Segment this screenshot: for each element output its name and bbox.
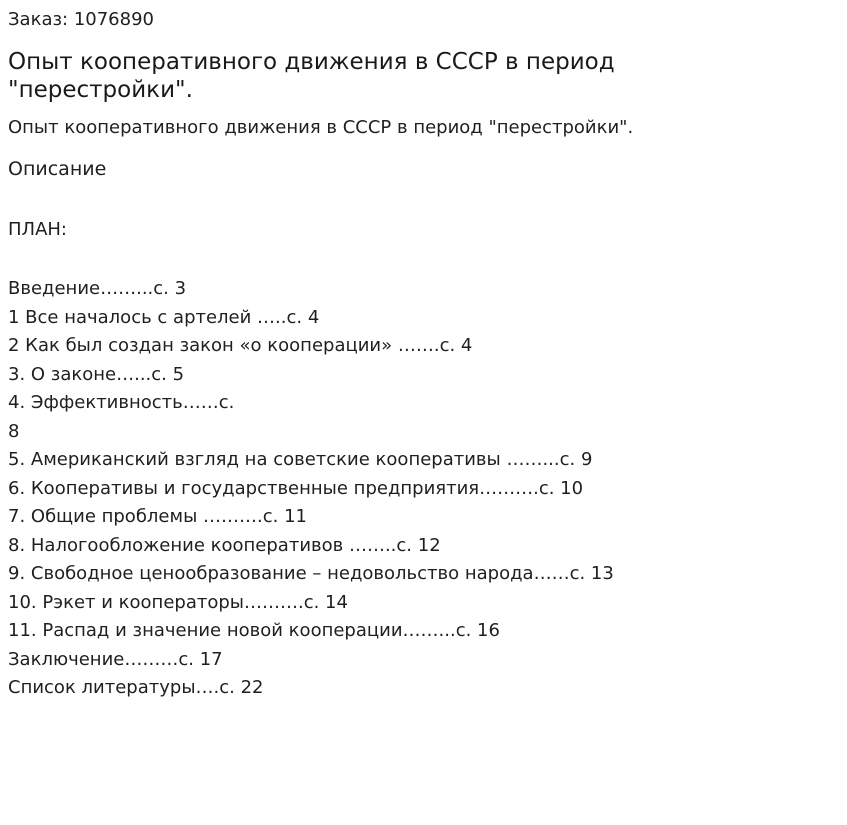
toc-item: Введение……...с. 3 bbox=[8, 278, 187, 299]
plan-label: ПЛАН: bbox=[8, 219, 67, 240]
toc-item: Заключение………с. 17 bbox=[8, 648, 223, 670]
toc-item: 1 Все началось с артелей …..с. 4 bbox=[8, 306, 320, 328]
document-page bbox=[8, 8, 838, 703]
toc-item: 5. Американский взгляд на советские кооперативы ……...с. 9 bbox=[8, 449, 593, 470]
page-title bbox=[8, 48, 838, 104]
page-title-line-2: "перестройки". bbox=[8, 77, 193, 103]
toc-item: 7. Общие проблемы ……….с. 11 bbox=[8, 506, 307, 527]
toc-item: Список литературы….с. 22 bbox=[8, 677, 264, 698]
toc-item: 6. Кооперативы и государственные предприятия……….с. 10 bbox=[8, 477, 584, 499]
toc-item: 8 bbox=[8, 420, 20, 442]
order-number: Заказ: 1076890 bbox=[8, 9, 154, 30]
toc-item: 9. Свободное ценообразование – недовольство народа……с. 13 bbox=[8, 563, 614, 584]
subtitle: Опыт кооперативного движения в СССР в период "перестройки". bbox=[8, 117, 634, 138]
toc-item: 10. Рэкет и кооператоры……….с. 14 bbox=[8, 591, 348, 613]
toc-item: 4. Эффективность……с. bbox=[8, 392, 235, 413]
toc-item: 11. Распад и значение новой кооперации……...с. 16 bbox=[8, 620, 500, 641]
description-heading: Описание bbox=[8, 158, 107, 180]
toc-item: 8. Налогообложение кооперативов ……..с. 12 bbox=[8, 534, 441, 556]
page-title-line-1: Опыт кооперативного движения в СССР в период bbox=[8, 49, 615, 75]
toc-item: 2 Как был создан закон «о кооперации» …….с. 4 bbox=[8, 335, 473, 356]
table-of-contents bbox=[8, 275, 838, 703]
toc-item: 3. О законе…...с. 5 bbox=[8, 363, 185, 385]
